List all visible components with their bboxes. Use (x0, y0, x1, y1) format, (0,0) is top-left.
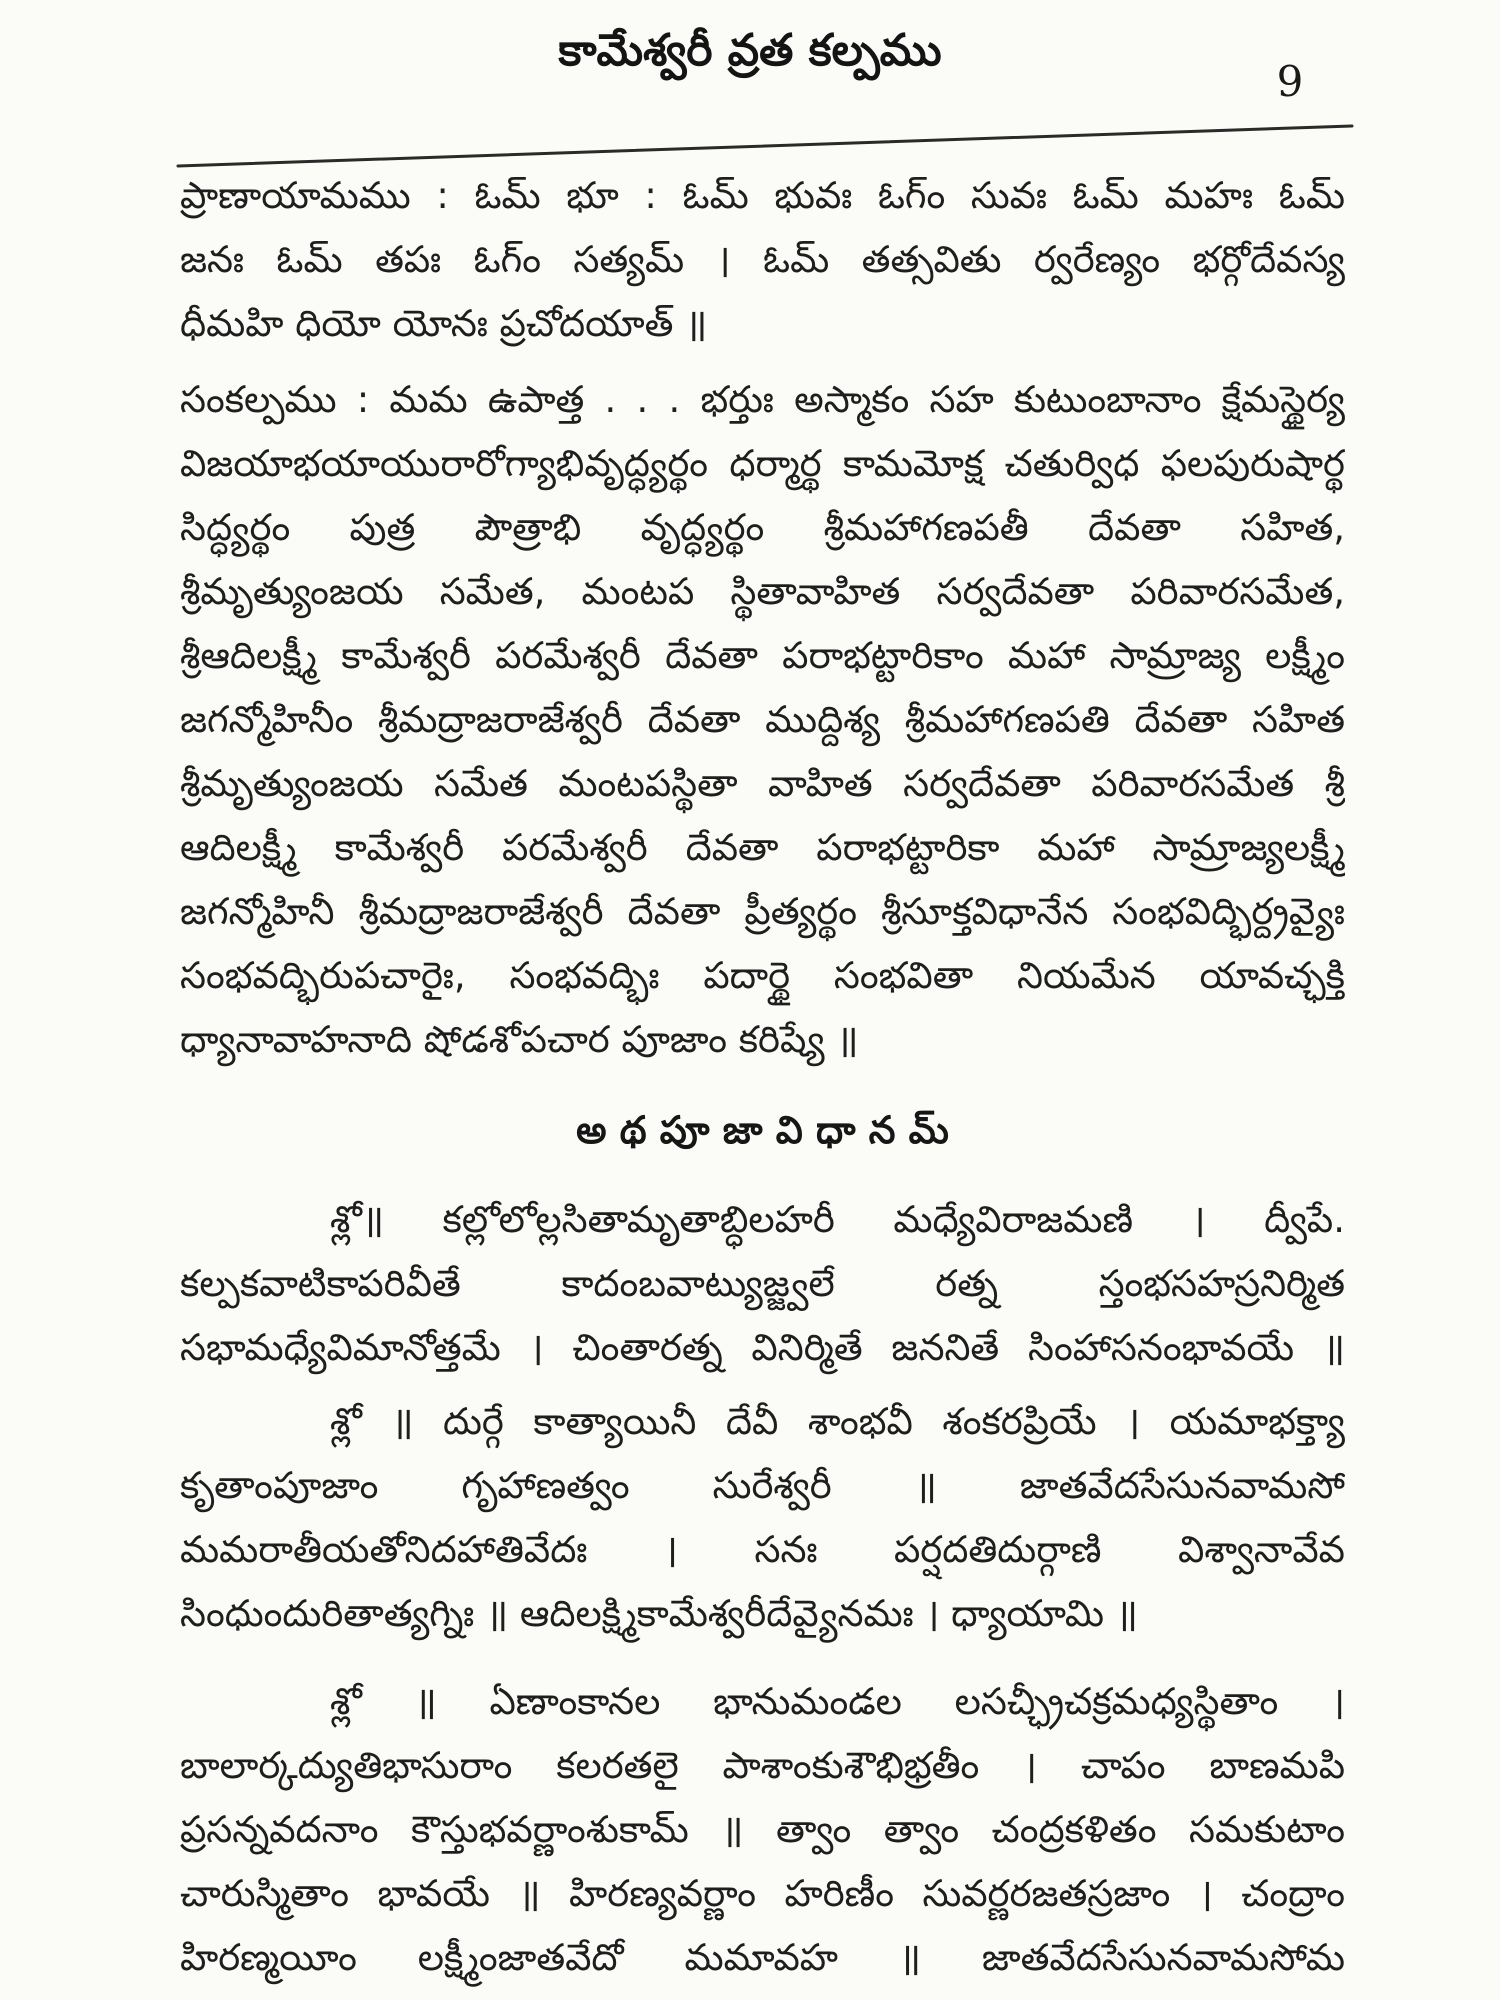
text-line: విజయాభయాయురారోగ్యాభివృద్ధ్యర్థం ధర్మార్థ కామమోక్ష చతుర్విధ ఫలపురుషార్థ (180, 442, 1345, 485)
text-line: హిరణ్మయీం లక్ష్మీంజాతవేదో మమావహ ॥ జాతవేదసేసునవామసోమ (180, 1936, 1345, 1979)
text-line: సభామధ్యేవిమానోత్తమే । చింతారత్న వినిర్మితే జననితే సింహాసనంభావయే ॥ (180, 1326, 1345, 1369)
sloka-paragraph-1 (180, 1188, 1345, 1380)
text-line: సిద్ధ్యర్థం పుత్ర పౌత్రాభి వృద్ధ్యర్థం శ్రీమహాగణపతీ దేవతా సహిత, (180, 506, 1345, 549)
text-line: ధీమహి ధియో యోనః ప్రచోదయాత్ ॥ (180, 302, 708, 345)
text-line: సంకల్పము : మమ ఉపాత్త . . . భర్తుః అస్మాకం సహ కుటుంబానాం క్షేమస్థైర్య (180, 378, 1345, 421)
pranayamam-paragraph (180, 164, 1345, 356)
text-line: ఆదిలక్ష్మీ కామేశ్వరీ పరమేశ్వరీ దేవతా పరాభట్టారికా మహా సామ్రాజ్యలక్ష్మీ (180, 826, 1345, 869)
text-line: మమరాతీయతోనిదహాతివేదః । సనః పర్షదతిదుర్గాణి విశ్వానావేవ (180, 1528, 1345, 1571)
text-line: శ్రీమృత్యుంజయ సమేత, మంటప స్థితావాహిత సర్వదేవతా పరివారసమేత, (180, 570, 1345, 613)
sloka-paragraph-3 (180, 1670, 1345, 1990)
header-rule-line (178, 126, 1352, 166)
text-line: శ్లో ॥ ఏణాంకానల భానుమండల లసచ్ఛ్రీచక్రమధ్యస్థితాం । (330, 1680, 1345, 1723)
text-line: జగన్మోహినీ శ్రీమద్రాజరాజేశ్వరీ దేవతా ప్రీత్యర్థం శ్రీసూక్తవిధానేన సంభవిద్భిర్ద్రవ్యైః (180, 890, 1345, 933)
text-line: శ్లో॥ కల్లోలోల్లసితామృతాబ్ధిలహరీ మధ్యేవిరాజమణి । ద్వీపే. (330, 1198, 1345, 1241)
text-line: కృతాంపూజాం గృహాణత్వం సురేశ్వరీ ॥ జాతవేదసేసునవామసో (180, 1464, 1345, 1507)
text-line: చారుస్మితాం భావయే ॥ హిరణ్యవర్ణాం హరిణీం సువర్ణరజతస్రజాం । చంద్రాం (180, 1872, 1345, 1915)
text-line: ప్రాణాయామము : ఓమ్ భూ : ఓమ్ భువః ఓగ్ం సువః ఓమ్ మహః ఓమ్ (180, 174, 1345, 217)
text-line: ప్రసన్నవదనాం కౌస్తుభవర్ణాంశుకామ్ ॥ త్వాం త్వాం చంద్రకళితం సమకుటాం (180, 1808, 1345, 1851)
text-line: సింధుందురితాత్యగ్నిః ॥ ఆదిలక్ష్మికామేశ్వరీదేవ్యైనమః । ధ్యాయామి ॥ (180, 1592, 1138, 1635)
text-line: ధ్యానావాహనాది షోడశోపచార పూజాం కరిష్యే ॥ (180, 1018, 859, 1061)
text-line: జనః ఓమ్ తపః ఓగ్ం సత్యమ్ । ఓమ్ తత్సవితు ర్వరేణ్యం భర్గోదేవస్య (180, 238, 1345, 281)
text-line: శ్రీఆదిలక్ష్మీ కామేశ్వరీ పరమేశ్వరీ దేవతా పరాభట్టారికాం మహా సామ్రాజ్య లక్ష్మీం (180, 634, 1345, 677)
text-line: శ్రీమృత్యుంజయ సమేత మంటపస్థితా వాహిత సర్వదేవతా పరివారసమేత శ్రీ (180, 762, 1345, 805)
sloka-paragraph-2 (180, 1390, 1345, 1646)
sankalpam-paragraph (180, 368, 1345, 1072)
text-line: సంభవద్భిరుపచారైః, సంభవద్భిః పదార్థై సంభవితా నియమేన యావచ్ఛక్తి (180, 954, 1345, 997)
section-heading: అ థ పూ జా వి ధా న మ్ (576, 1108, 949, 1152)
page-number: 9 (1276, 57, 1304, 106)
text-line: కల్పకవాటికాపరివీతే కాదంబవాట్యుజ్జ్వలే రత్న స్తంభసహస్రనిర్మిత (180, 1262, 1345, 1305)
text-line: బాలార్కద్యుతిభాసురాం కలరతలై పాశాంకుశౌభిభ్రతీం । చాపం బాణమపి (180, 1744, 1345, 1787)
text-line: శ్లో ॥ దుర్గే కాత్యాయినీ దేవీ శాంభవీ శంకరప్రియే । యమాభక్త్యా (330, 1400, 1345, 1443)
text-line: జగన్మోహినీం శ్రీమద్రాజరాజేశ్వరీ దేవతా ముద్దిశ్య శ్రీమహాగణపతి దేవతా సహిత (180, 698, 1345, 741)
running-title: కామేశ్వరీ వ్రత కల్పము (558, 25, 942, 76)
